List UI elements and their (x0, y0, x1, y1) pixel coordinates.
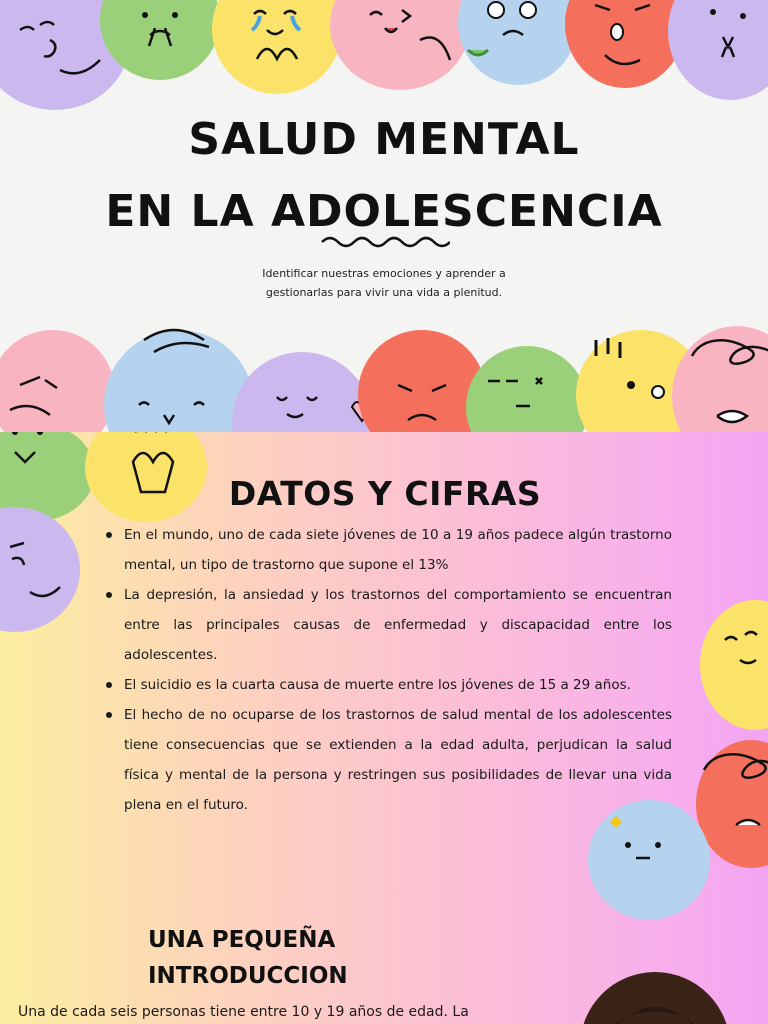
facts-section (0, 432, 768, 1024)
section-title-facts: DATOS Y CIFRAS (228, 474, 542, 513)
page-title-line-2: EN LA ADOLESCENCIA (105, 186, 663, 237)
list-item (104, 700, 672, 820)
section-title-intro (148, 922, 348, 994)
page-subtitle: Identificar nuestras emociones y aprender a gestionarlas para vivir una vida a plenitud. (262, 267, 506, 299)
list-item (104, 520, 672, 580)
intro-title-line-1: UNA PEQUEÑA (148, 927, 336, 953)
bullet-icon (106, 682, 112, 688)
facts-list (104, 520, 672, 820)
face-doodle-icon (0, 507, 80, 632)
intro-title-line-2: INTRODUCCION (148, 963, 348, 989)
face-doodle-icon (0, 330, 115, 432)
face-doodle-icon (100, 0, 220, 80)
face-doodle-icon (85, 432, 207, 522)
wave-underline-icon (320, 232, 450, 248)
intro-paragraph: Una de cada seis personas tiene entre 10 y 19 años de edad. La (18, 1004, 469, 1020)
face-doodle-icon (458, 0, 578, 85)
face-doodle-icon (565, 0, 685, 88)
list-item-text: La depresión, la ansiedad y los trastornos del comportamiento se encuentran entre las principales causas de enfermedad y discapacidad entre los adolescentes. (124, 587, 672, 663)
portrait-photo (580, 972, 730, 1024)
list-item-text: El hecho de no ocuparse de los trastornos de salud mental de los adolescentes tiene consecuencias que se extienden a la edad adulta, perjudican la salud física y mental de la persona y restringen sus posibilidades de llevar una vida plena en el futuro. (124, 707, 672, 813)
face-doodle-icon (672, 326, 768, 432)
face-doodle-icon (466, 346, 588, 432)
bullet-icon (106, 532, 112, 538)
face-doodle-icon (668, 0, 768, 100)
list-item-text: En el mundo, uno de cada siete jóvenes de 10 a 19 años padece algún trastorno mental, un tipo de trastorno que supone el 13% (124, 527, 672, 573)
list-item (104, 670, 672, 700)
hero-section (0, 0, 768, 432)
list-item-text: El suicidio es la cuarta causa de muerte entre los jóvenes de 15 a 29 años. (124, 677, 631, 693)
page-title-line-1: SALUD MENTAL (188, 114, 580, 165)
face-doodle-icon (212, 0, 342, 94)
list-item (104, 580, 672, 670)
face-doodle-icon (232, 352, 372, 432)
face-doodle-icon (330, 0, 470, 90)
bullet-icon (106, 712, 112, 718)
bullet-icon (106, 592, 112, 598)
face-doodle-icon (700, 600, 768, 730)
